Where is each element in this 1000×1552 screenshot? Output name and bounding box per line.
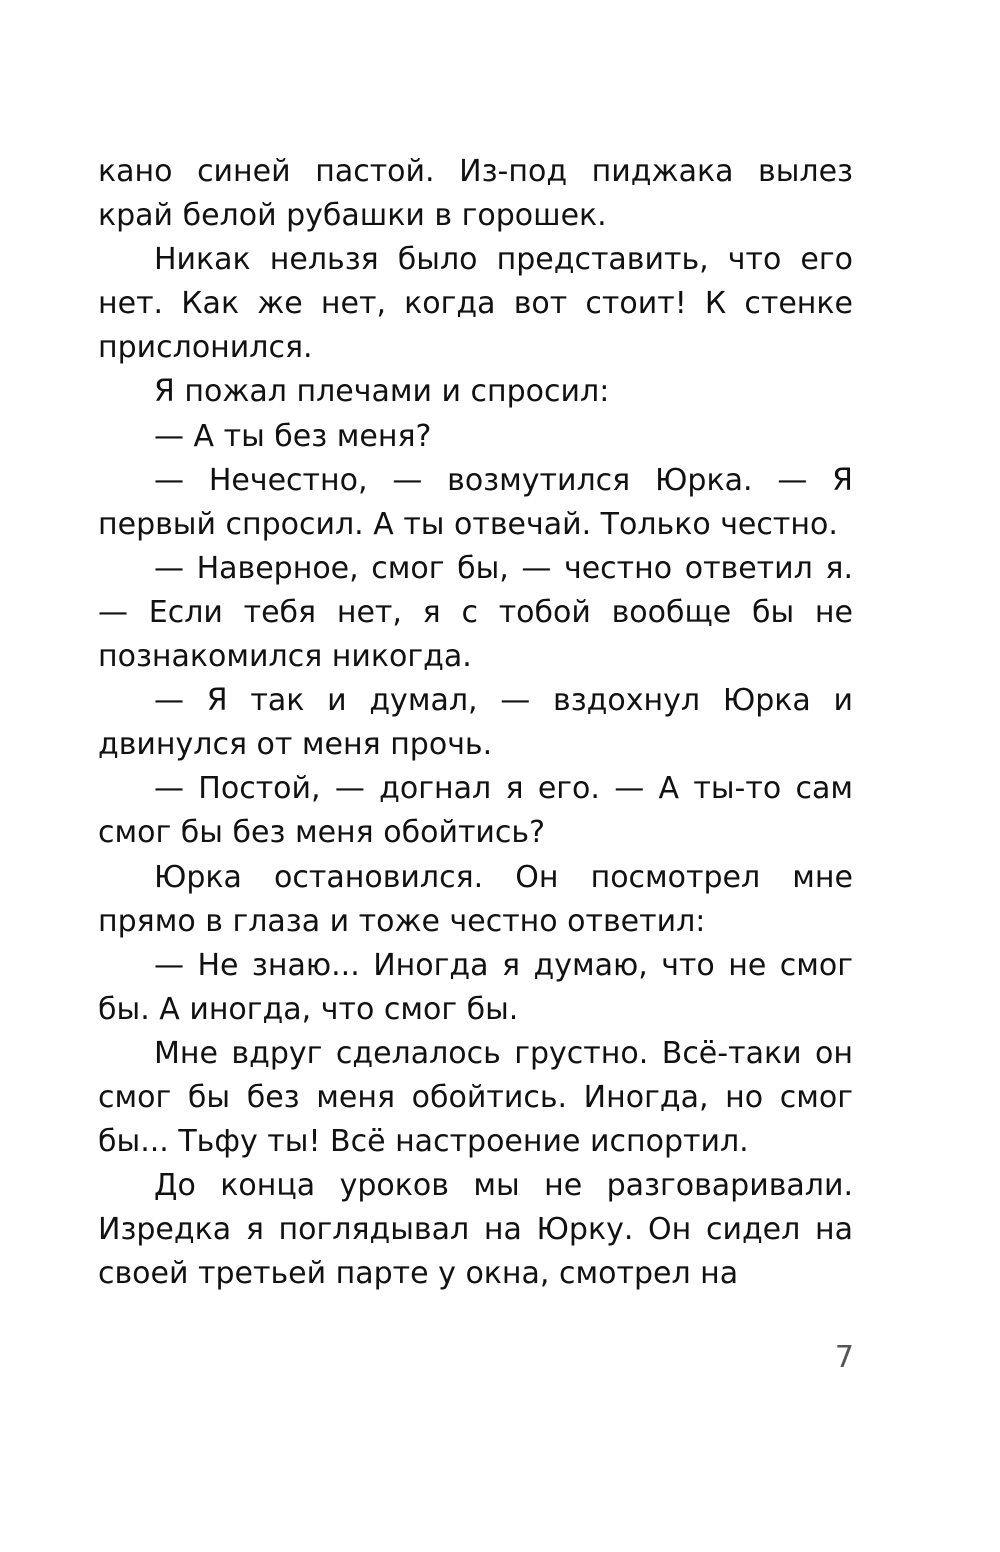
paragraph: — Наверное, смог бы, — честно ответил я. — Если тебя нет, я с тобой вообще бы не познакомился никогда. <box>98 550 853 675</box>
paragraph: — А ты без меня? <box>154 418 432 454</box>
paragraph: кано синей пастой. Из-под пиджака вылез край белой рубашки в горошек. <box>98 154 853 234</box>
paragraph: — Постой, — догнал я его. — А ты-то сам смог бы без меня обойтись? <box>98 771 853 851</box>
paragraph: Юрка остановился. Он посмотрел мне прямо в глаза и тоже честно ответил: <box>98 859 853 939</box>
body-text <box>98 150 853 1296</box>
paragraph: Мне вдруг сделалось грустно. Всё-таки он смог бы без меня обойтись. Иногда, но смог бы... Тьфу ты! Всё настроение испортил. <box>98 1035 853 1160</box>
paragraph: — Я так и думал, — вздохнул Юрка и двинулся от меня прочь. <box>98 683 853 763</box>
paragraph: До конца уроков мы не разговаривали. Изредка я поглядывал на Юрку. Он сидел на своей третьей парте у окна, смотрел на <box>98 1168 853 1292</box>
page-number: 7 <box>834 1340 854 1375</box>
paragraph: Никак нельзя было представить, что его нет. Как же нет, когда вот стоит! К стенке прислонился. <box>98 242 853 366</box>
paragraph: — Нечестно, — возмутился Юрка. — Я первый спросил. А ты отвечай. Только честно. <box>98 462 853 542</box>
paragraph: Я пожал плечами и спросил: <box>154 374 610 410</box>
paragraph: — Не знаю... Иногда я думаю, что не смог бы. А иногда, что смог бы. <box>98 947 853 1027</box>
